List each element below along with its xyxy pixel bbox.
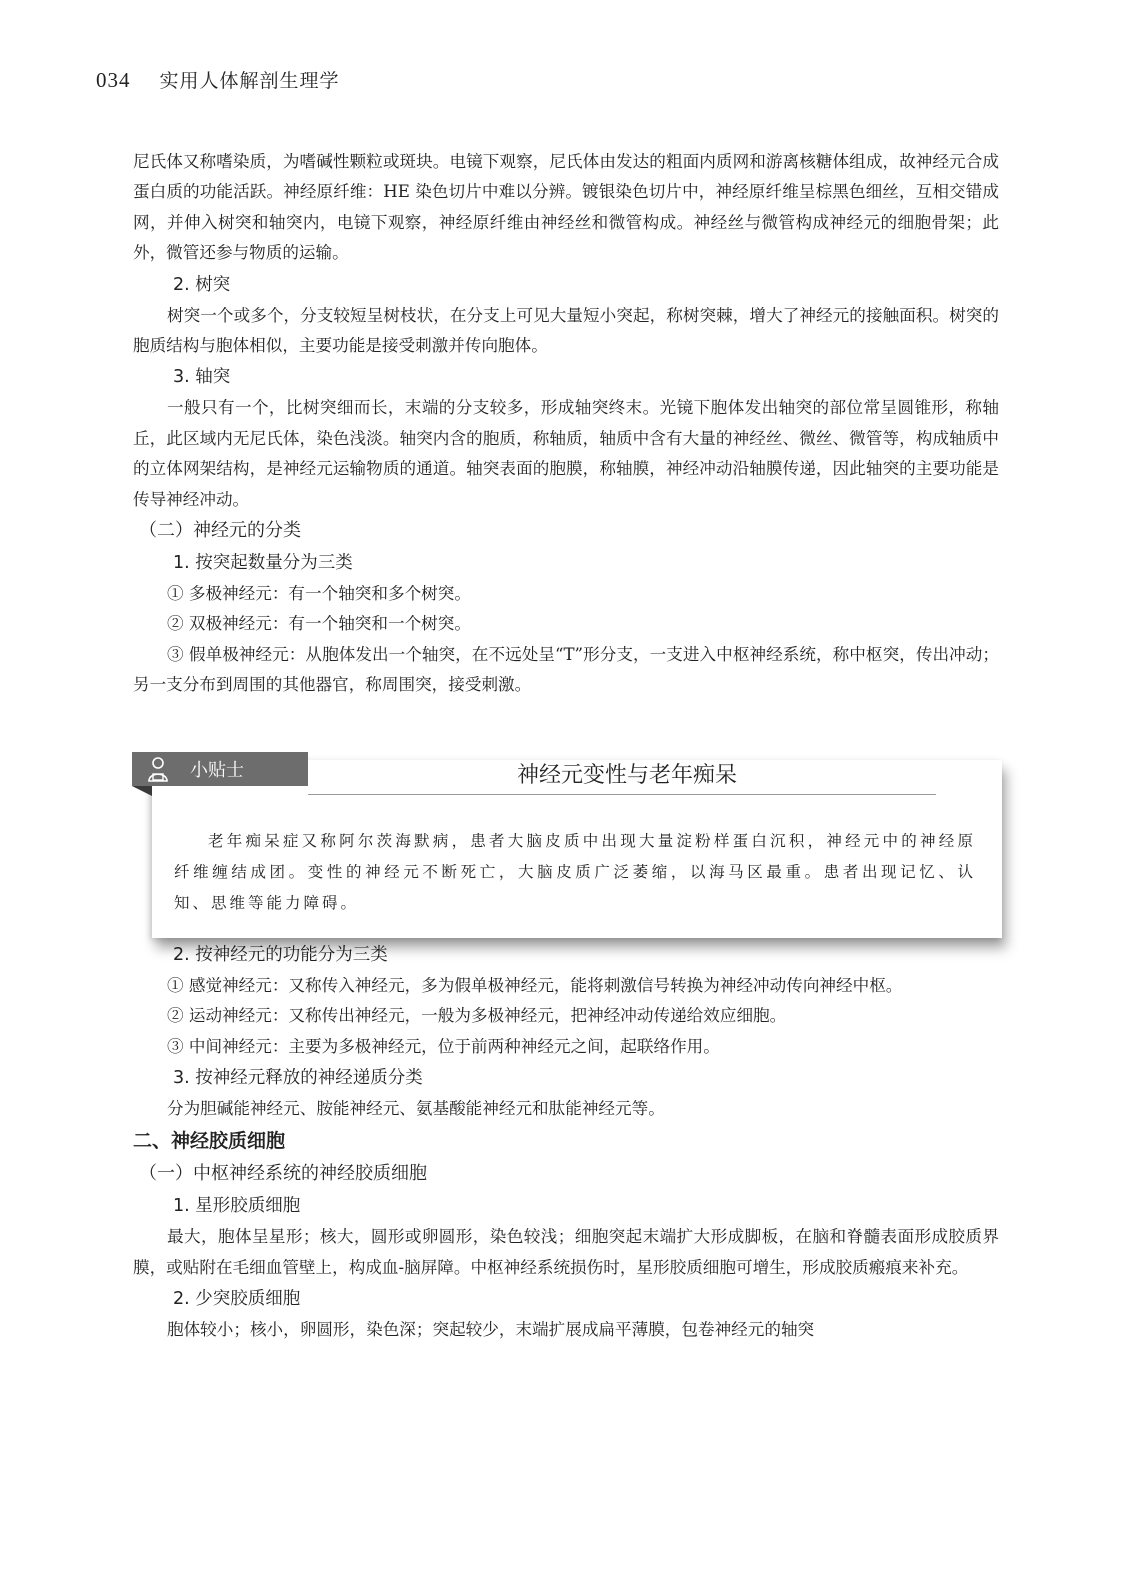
page-header bbox=[96, 66, 340, 93]
paragraph-nissl: 尼氏体又称嗜染质，为嗜碱性颗粒或斑块。电镜下观察，尼氏体由发达的粗面内质网和游离核糖体组成，故神经元合成蛋白质的功能活跃。神经原纤维：HE 染色切片中难以分辨。镀银染色切片中，神经原纤维呈棕黑色细丝，互相交错成网，并伸入树突和轴突内，电镜下观察，神经原纤维由神经丝和微管构成。神经丝与微管构成神经元的细胞骨架；此外，微管还参与物质的运输。 bbox=[133, 152, 999, 263]
paragraph-oligodendrocyte: 胞体较小；核小，卵圆形，染色深；突起较少，末端扩展成扁平薄膜，包卷神经元的轴突 bbox=[167, 1320, 815, 1340]
list-item-sensory: ① 感觉神经元：又称传入神经元，多为假单极神经元，能将刺激信号转换为神经冲动传向神经中枢。 bbox=[167, 975, 903, 995]
heading-glial-cells: 二、神经胶质细胞 bbox=[133, 1130, 286, 1153]
tip-title: 神经元变性与老年痴呆 bbox=[516, 763, 737, 788]
heading-oligodendrocyte: 2. 少突胶质细胞 bbox=[173, 1289, 301, 1310]
heading-dendrite: 2. 树突 bbox=[173, 274, 231, 295]
tip-divider bbox=[308, 794, 936, 795]
tip-box bbox=[132, 752, 1002, 942]
heading-axon: 3. 轴突 bbox=[173, 367, 231, 388]
book-title: 实用人体解剖生理学 bbox=[159, 70, 340, 92]
list-item-multipolar: ① 多极神经元：有一个轴突和多个树突。 bbox=[167, 584, 471, 604]
tip-label bbox=[132, 752, 308, 786]
tip-body: 老年痴呆症又称阿尔茨海默病，患者大脑皮质中出现大量淀粉样蛋白沉积，神经元中的神经原纤维缠结成团。变性的神经元不断死亡，大脑皮质广泛萎缩，以海马区最重。患者出现记忆、认知、思维等能力障碍。 bbox=[174, 832, 976, 912]
heading-cns-glia: （一）中枢神经系统的神经胶质细胞 bbox=[139, 1163, 427, 1185]
paragraph-transmitter: 分为胆碱能神经元、胺能神经元、氨基酸能神经元和肽能神经元等。 bbox=[167, 1098, 665, 1118]
tip-label-text: 小贴士 bbox=[190, 760, 244, 781]
tip-label-fold bbox=[132, 786, 152, 796]
heading-by-processes: 1. 按突起数量分为三类 bbox=[173, 553, 353, 574]
list-item-motor: ② 运动神经元：又称传出神经元，一般为多极神经元，把神经冲动传递给效应细胞。 bbox=[167, 1006, 787, 1026]
list-item-pseudounipolar: ③ 假单极神经元：从胞体发出一个轴突，在不远处呈“T”形分支，一支进入中枢神经系统，称中枢突，传出冲动；另一支分布到周围的其他器官，称周围突，接受刺激。 bbox=[133, 644, 999, 695]
heading-by-function: 2. 按神经元的功能分为三类 bbox=[173, 944, 388, 965]
list-item-interneuron: ③ 中间神经元：主要为多极神经元，位于前两种神经元之间，起联络作用。 bbox=[167, 1036, 720, 1056]
heading-by-transmitter: 3. 按神经元释放的神经递质分类 bbox=[173, 1067, 423, 1088]
person-reading-icon bbox=[138, 752, 178, 786]
paragraph-axon: 一般只有一个，比树突细而长，末端的分支较多，形成轴突终末。光镜下胞体发出轴突的部位常呈圆锥形，称轴丘，此区域内无尼氏体，染色浅淡。轴突内含的胞质，称轴质，轴质中含有大量的神经丝、微丝、微管等，构成轴质中的立体网架结构，是神经元运输物质的通道。轴突表面的胞膜，称轴膜，神经冲动沿轴膜传递，因此轴突的主要功能是传导神经冲动。 bbox=[133, 398, 999, 509]
paragraph-astrocyte: 最大，胞体呈星形；核大，圆形或卵圆形，染色较浅；细胞突起末端扩大形成脚板，在脑和脊髓表面形成胶质界膜，或贴附在毛细血管壁上，构成血-脑屏障。中枢神经系统损伤时，星形胶质细胞可增生，形成胶质瘢痕来补充。 bbox=[133, 1227, 999, 1277]
page-body bbox=[133, 147, 999, 1346]
page-number: 034 bbox=[96, 68, 131, 92]
paragraph-dendrite: 树突一个或多个，分支较短呈树枝状，在分支上可见大量短小突起，称树突棘，增大了神经元的接触面积。树突的胞质结构与胞体相似，主要功能是接受刺激并传向胞体。 bbox=[133, 305, 999, 356]
list-item-bipolar: ② 双极神经元：有一个轴突和一个树突。 bbox=[167, 614, 471, 634]
heading-astrocyte: 1. 星形胶质细胞 bbox=[173, 1196, 301, 1217]
heading-neuron-classification: （二）神经元的分类 bbox=[139, 520, 301, 542]
